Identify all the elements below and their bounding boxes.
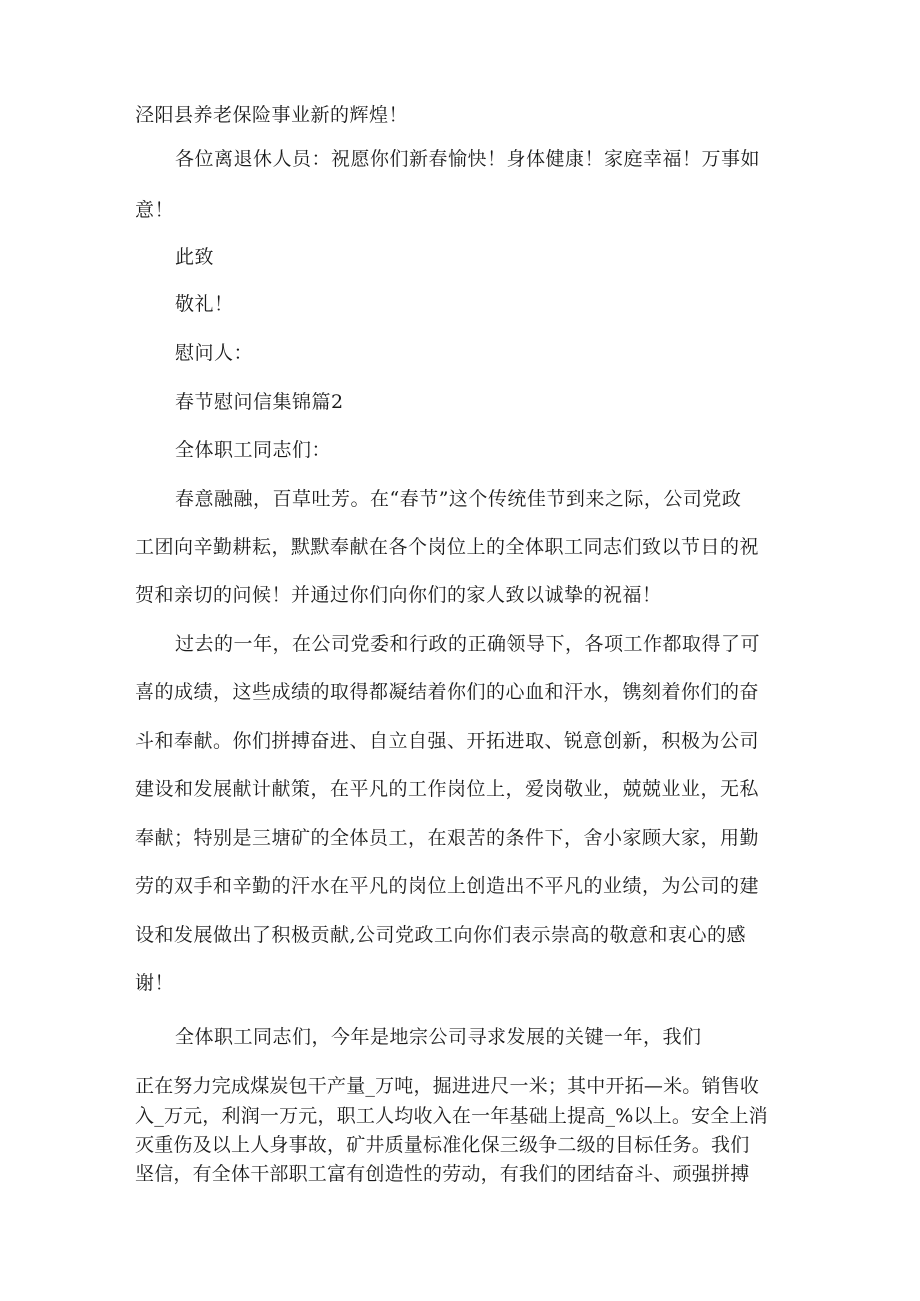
text-line: 劳的双手和辛勤的汗水在平凡的岗位上创造出不平凡的业绩，为公司的建: [135, 875, 760, 897]
text-line: 建设和发展献计献策，在平凡的工作岗位上，爱岗敬业，兢兢业业，无私: [135, 778, 760, 800]
text-line: 意！: [135, 199, 175, 221]
text-line: 春意融融，百草吐芳。在“春节”这个传统佳节到来之际，公司党政: [175, 488, 742, 510]
text-line: 斗和奉献。你们拼搏奋进、自立自强、开拓进取、锐意创新，积极为公司: [135, 730, 760, 752]
text-line: 慰问人：: [175, 342, 254, 364]
text-line: 全体职工同志们：: [175, 439, 332, 461]
text-line: 泾阳县养老保险事业新的辉煌！: [135, 104, 409, 126]
text-line: 贺和亲切的问候！并通过你们向你们的家人致以诚挚的祝福！: [135, 584, 662, 606]
text-line: 此致: [175, 246, 215, 268]
text-line: 灭重伤及以上人身事故，矿井质量标准化保三级争二级的目标任务。我们: [135, 1134, 750, 1156]
section-heading: 春节慰问信集锦篇2: [175, 391, 344, 413]
text-line: 谢！: [135, 972, 175, 994]
text-line: 奉献；特别是三塘矿的全体员工，在艰苦的条件下，舍小家顾大家，用勤: [135, 827, 760, 849]
text-line: 过去的一年，在公司党委和行政的正确领导下，各项工作都取得了可: [175, 633, 761, 655]
text-line: 正在努力完成煤炭包干产量_万吨，掘进进尺一米；其中开拓—米。销售收: [135, 1075, 760, 1097]
text-line: 入_万元，利润一万元，职工人均收入在一年基础上提高_%以上。安全上消: [135, 1105, 768, 1127]
text-line: 敬礼！: [175, 293, 234, 315]
text-line: 坚信，有全体干部职工富有创造性的劳动，有我们的团结奋斗、顽强拼搏: [135, 1163, 750, 1185]
text-line: 喜的成绩，这些成绩的取得都凝结着你们的心血和汗水，镌刻着你们的奋: [135, 681, 760, 703]
text-line: 全体职工同志们，今年是地宗公司寻求发展的关键一年，我们: [175, 1026, 702, 1048]
text-line: 设和发展做出了积极贡献,公司党政工向你们表示崇高的敬意和衷心的感: [135, 924, 747, 946]
text-line: 各位离退休人员：祝愿你们新春愉快！身体健康！家庭幸福！万事如: [175, 148, 761, 170]
text-line: 工团向辛勤耕耘，默默奉献在各个岗位上的全体职工同志们致以节日的祝: [135, 536, 760, 558]
